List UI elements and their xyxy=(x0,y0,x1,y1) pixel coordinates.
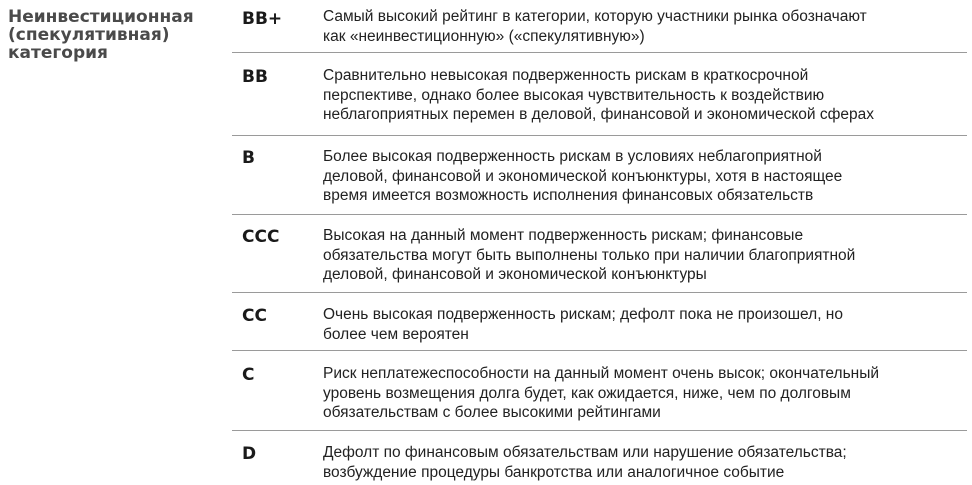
rating-code: BB xyxy=(242,67,268,87)
rating-description xyxy=(323,305,963,344)
rating-description xyxy=(323,364,963,423)
description-line: перспективе, однако более высокая чувствительность к воздействию xyxy=(323,86,825,104)
description-line: Более высокая подверженность рискам в условиях неблагоприятной xyxy=(323,148,822,165)
description-line: обязательства могут быть выполнены только при наличии благоприятной xyxy=(323,246,856,264)
rating-code: CC xyxy=(242,306,267,326)
rating-code: BB+ xyxy=(242,9,283,29)
rating-code: C xyxy=(242,365,255,385)
description-line: Самый высокий рейтинг в категории, которую участники рынка обозначают xyxy=(323,8,867,25)
description-line: время имеется возможность исполнения финансовых обязательств xyxy=(323,187,814,204)
rating-code: D xyxy=(242,444,257,464)
rating-code: CCC xyxy=(242,227,280,247)
description-line: уровень возмещения долга будет, как ожидается, ниже, чем по долговым xyxy=(323,384,851,402)
category-heading-line: категория xyxy=(8,43,108,63)
category-heading xyxy=(8,8,223,62)
rating-description xyxy=(323,7,963,46)
description-line: деловой, финансовой и экономической конъюнктуры, хотя в настоящее xyxy=(323,167,843,185)
description-line: Риск неплатежеспособности на данный момент очень высок; окончательный xyxy=(323,365,880,382)
rating-description xyxy=(323,66,963,125)
rating-row xyxy=(232,136,967,215)
category-heading-line: (спекулятивная) xyxy=(8,25,170,45)
rating-row xyxy=(232,431,967,485)
description-line: Очень высокая подверженность рискам; дефолт пока не произошел, но xyxy=(323,306,843,323)
rating-row xyxy=(232,351,967,431)
rating-description xyxy=(323,443,963,482)
description-line: более чем вероятен xyxy=(323,325,469,343)
description-line: деловой, финансовой и экономической конъюнктуры xyxy=(323,266,707,283)
rating-row xyxy=(232,293,967,351)
rating-code: B xyxy=(242,148,255,168)
description-line: Высокая на данный момент подверженность рискам; финансовые xyxy=(323,227,804,244)
rating-row xyxy=(232,215,967,293)
description-line: Дефолт по финансовым обязательствам или нарушение обязательства; xyxy=(323,444,847,461)
rating-description xyxy=(323,226,963,285)
rating-description xyxy=(323,147,963,206)
description-line: как «неинвестиционную» («спекулятивную») xyxy=(323,27,645,45)
rating-row xyxy=(232,53,967,136)
category-heading-line: Неинвестиционная xyxy=(8,7,194,27)
description-line: неблагоприятных перемен в деловой, финансовой и экономической сферах xyxy=(323,106,874,123)
rating-table xyxy=(232,0,967,485)
description-line: возбуждение процедуры банкротства или аналогичное событие xyxy=(323,463,785,481)
description-line: Сравнительно невысокая подверженность рискам в краткосрочной xyxy=(323,67,809,84)
rating-row xyxy=(232,0,967,53)
description-line: обязательствам с более высокими рейтингами xyxy=(323,404,661,421)
